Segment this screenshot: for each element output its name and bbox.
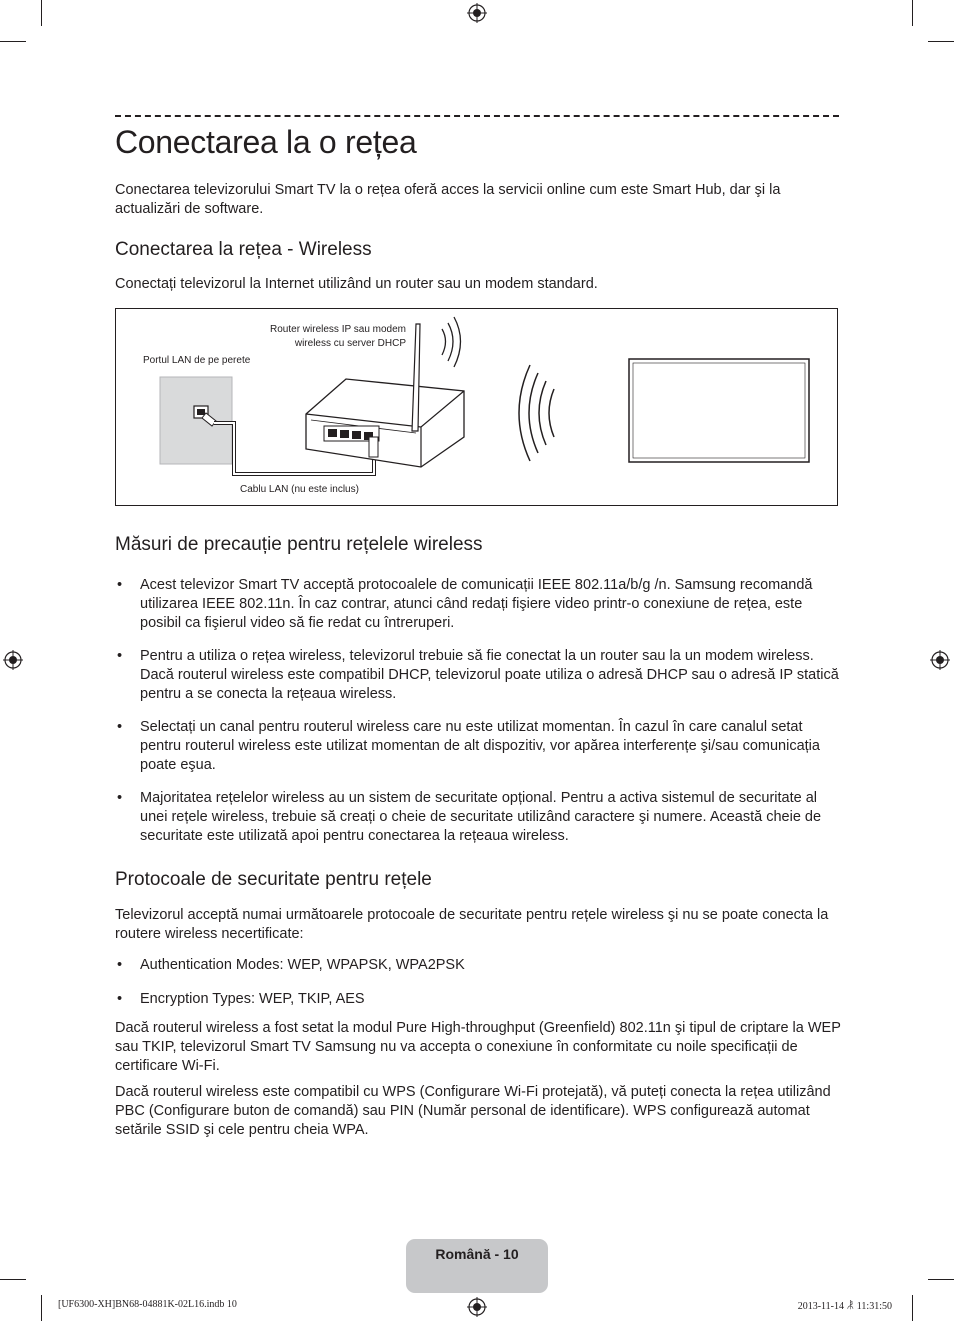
wireless-text: Conectați televizorul la Internet utilizând un router sau un modem standard. [115, 276, 598, 292]
registration-mark-icon [3, 650, 23, 670]
wps-paragraph: Dacă routerul wireless este compatibil cu WPS (Configurare Wi-Fi protejată), vă puteți conecta la rețea utilizând PBC (Configurare buton de comandă) sau PIN (Număr personal de identificare). WPS configurează automat setările SSID şi cele pentru cheia WPA. [115, 1084, 831, 1138]
crop-mark [912, 0, 913, 26]
page-number: Română - 10 [435, 1246, 519, 1262]
registration-mark-icon [467, 1297, 487, 1317]
crop-mark [41, 1295, 42, 1321]
crop-mark [0, 41, 26, 42]
security-intro: Televizorul acceptă numai următoarele protocoale de securitate pentru rețele wireless şi nu se poate conecta la routere wireless necertificate: [115, 907, 829, 942]
crop-mark [0, 1279, 26, 1280]
intro-paragraph: Conectarea televizorului Smart TV la o rețea oferă acces la servicii online cum este Smart Hub, dar şi la actualizări de software. [115, 182, 781, 217]
registration-mark-icon [467, 3, 487, 23]
list-item: • Encryption Types: WEP, TKIP, AES [115, 990, 843, 1009]
list-item: • Pentru a utiliza o rețea wireless, televizorul trebuie să fie conectat la un router sau la un modem wireless. Dacă routerul wireless este compatibil DHCP, televizorul poate utiliza o adresă DHCP sau o adresă IP statică pentru a se conecta la rețeaua wireless. [115, 647, 843, 704]
network-diagram [115, 308, 838, 506]
greenfield-paragraph: Dacă routerul wireless a fost setat la modul Pure High-throughput (Greenfield) 802.11n şi tipul de criptare la WEP sau TKIP, televizorul Smart TV Samsung nu va accepta o conexiune în conformitate cu noile specificații de certificare Wi-Fi. [115, 1020, 841, 1074]
list-item: • Authentication Modes: WEP, WPAPSK, WPA2PSK [115, 956, 843, 975]
page-number-badge [406, 1239, 548, 1293]
router-label-line-1: Router wireless IP sau modem [270, 324, 406, 335]
crop-mark [912, 1295, 913, 1321]
print-timestamp: 2013-11-14 ꂿ 11:31:50 [797, 1301, 892, 1312]
registration-mark-icon [930, 650, 950, 670]
list-item: • Majoritatea rețelelor wireless au un sistem de securitate opțional. Pentru a activa sistemul de securitate al unei rețele wireless, trebuie să creați o cheie de securitate utilizând caractere şi numere. Această cheie de securitate este utilizată apoi pentru conectarea la rețeaua wireless. [115, 789, 843, 846]
precautions-list [115, 576, 843, 846]
crop-mark [928, 41, 954, 42]
precautions-heading: Măsuri de precauție pentru rețelele wireless [115, 534, 483, 555]
security-list [115, 956, 843, 1009]
diagram-illustration [116, 309, 837, 505]
file-info: [UF6300-XH]BN68-04881K-02L16.indb 10 [58, 1299, 237, 1310]
router-label [226, 323, 406, 351]
router-label-line-2: wireless cu server DHCP [294, 338, 406, 349]
title-dotted-rule [115, 115, 839, 117]
crop-mark [41, 0, 42, 26]
lan-port-label: Portul LAN de pe perete [143, 355, 251, 366]
list-item: • Acest televizor Smart TV acceptă protocoalele de comunicații IEEE 802.11a/b/g /n. Samsung recomandă utilizarea IEEE 802.11n. În caz contrar, atunci când redați fişiere video printr-o conexiune de rețea, este posibil ca fişierul video să fie redat cu întreruperi. [115, 576, 843, 633]
security-heading: Protocoale de securitate pentru rețele [115, 869, 432, 890]
wireless-heading: Conectarea la rețea - Wireless [115, 239, 372, 260]
cable-label: Cablu LAN (nu este inclus) [240, 484, 359, 495]
list-item: • Selectați un canal pentru routerul wireless care nu este utilizat momentan. În cazul în care canalul setat pentru routerul wireless este utilizat momentan de alt dispozitiv, vor apărea interferențe şi/sau comunicația poate eşua. [115, 718, 843, 775]
crop-mark [928, 1279, 954, 1280]
page-title: Conectarea la o rețea [115, 124, 417, 160]
